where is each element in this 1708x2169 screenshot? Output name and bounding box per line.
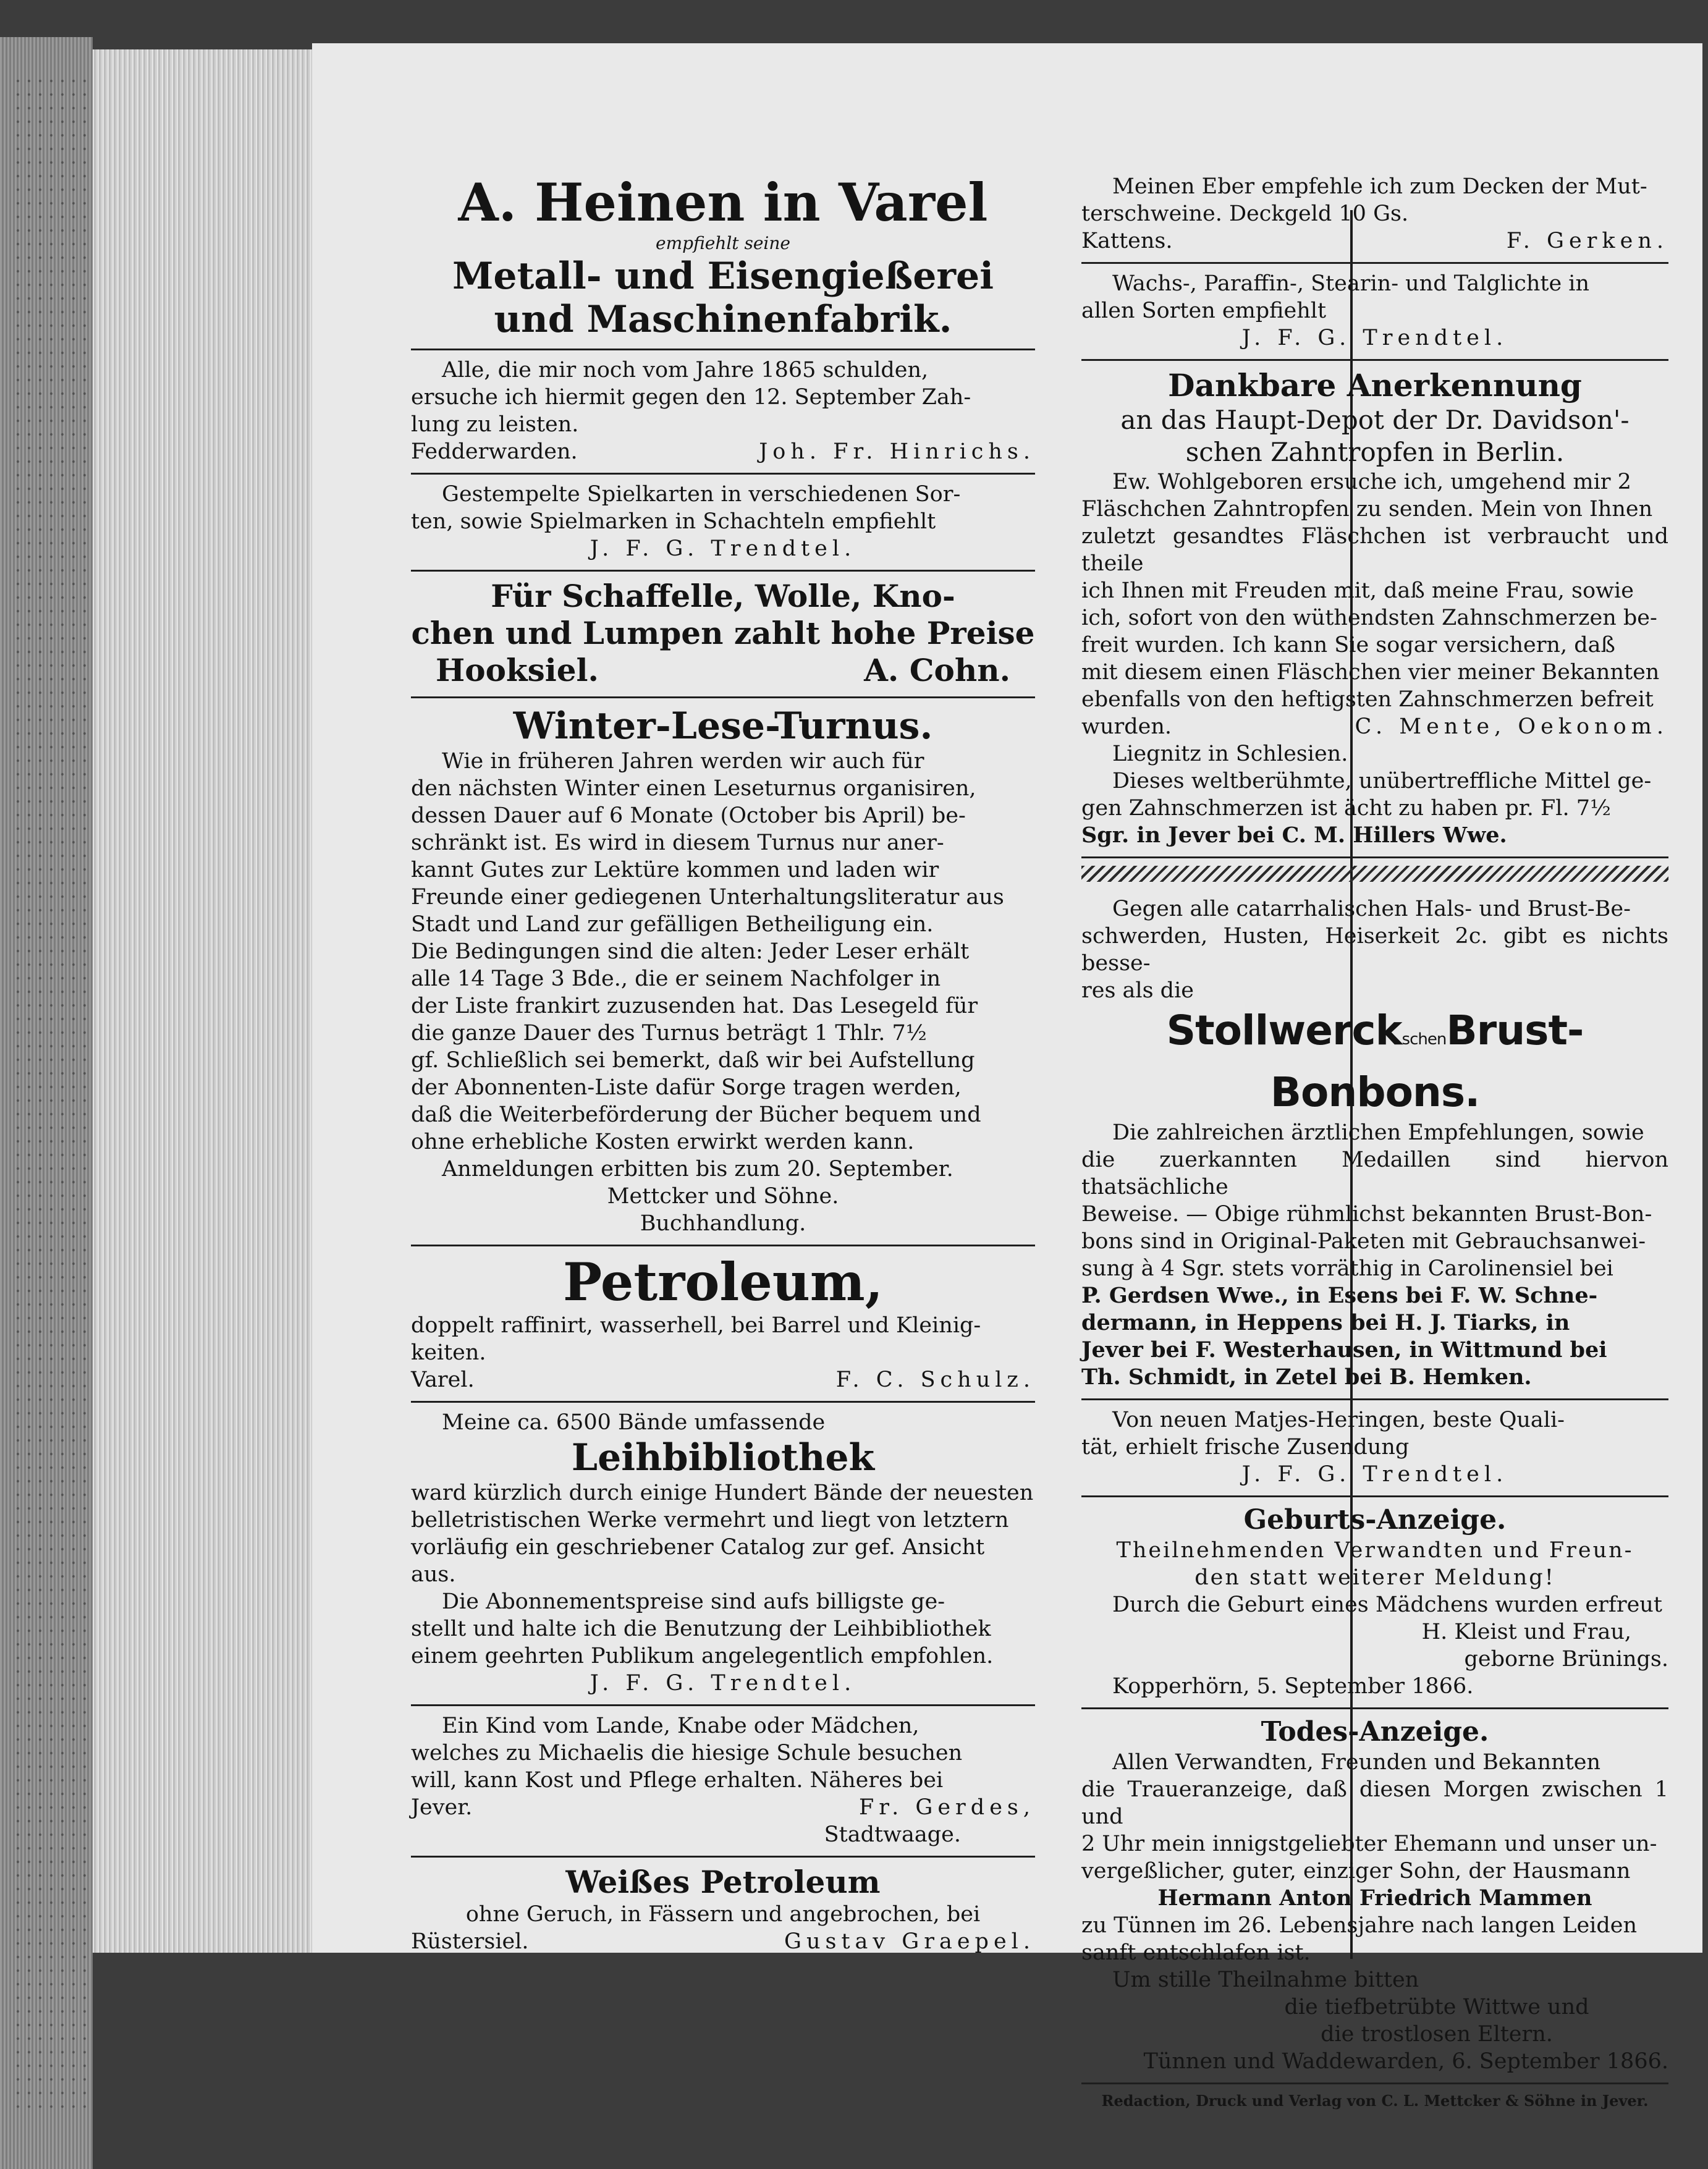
geburt-line: den statt weiterer Meldung!: [1194, 1565, 1555, 1590]
geburt-line: Theilnehmenden Verwandten und Freun-: [1116, 1538, 1634, 1563]
petroleum-title: Petroleum,: [563, 1251, 883, 1313]
cohn-sign: [411, 652, 1035, 689]
turnus-line: den nächsten Winter einen Leseturnus organisiren,: [411, 776, 976, 801]
hinrichs-line: ersuche ich hiermit gegen den 12. September Zah-: [411, 385, 971, 410]
turnus-role: Buchhandlung.: [640, 1211, 806, 1236]
dank-place: Liegnitz in Schlesien.: [1112, 742, 1348, 766]
turnus-name: Mettcker und Söhne.: [607, 1184, 839, 1209]
eber-place: Kattens.: [1081, 229, 1173, 253]
hinrichs-line: Alle, die mir noch vom Jahre 1865 schulden,: [442, 358, 929, 383]
tod-line: vergeßlicher, guter, einziger Sohn, der Hausmann: [1081, 1859, 1631, 1884]
spielkarten-line: Gestempelte Spielkarten in verschiedenen Sor-: [442, 482, 961, 507]
ad-cohn: [411, 572, 1035, 698]
dank-sub: schen Zahntropfen in Berlin.: [1185, 437, 1565, 467]
ad-spielkarten: [411, 475, 1035, 572]
stollwerck-line: sung à 4 Sgr. stets vorräthig in Carolinensiel bei: [1081, 1256, 1613, 1281]
dank-signer: C. Mente, Oekonom.: [1355, 714, 1668, 739]
geburt-names: geborne Brünings.: [1464, 1647, 1668, 1672]
spielkarten-line: ten, sowie Spielmarken in Schachteln empfiehlt: [411, 509, 936, 534]
cohn-line: chen und Lumpen zahlt hohe Preise: [411, 615, 1035, 651]
leihbib-line: stellt und halte ich die Benutzung der Leihbibliothek: [411, 1617, 991, 1641]
eber-name: F. Gerken.: [1506, 229, 1668, 253]
turnus-title: Winter-Lese-Turnus.: [513, 704, 933, 748]
right-column: [1081, 167, 1668, 2112]
ad-dank: [1081, 361, 1668, 858]
tod-line: die Traueranzeige, daß diesen Morgen zwischen 1 und: [1081, 1777, 1668, 1829]
dank-line: ich Ihnen mit Freuden mit, daß meine Frau, sowie: [1081, 578, 1634, 603]
ad-stollwerck: [1081, 889, 1668, 1400]
stollwerck-suffix: schen: [1401, 1030, 1447, 1049]
book-edge-texture: [12, 74, 87, 2113]
stollwerck-line: Die zahlreichen ärztlichen Empfehlungen, sowie: [1112, 1120, 1644, 1145]
ad-geburt: [1081, 1497, 1668, 1709]
ad-eber: [1081, 167, 1668, 264]
kind-line: Ein Kind vom Lande, Knabe oder Mädchen,: [442, 1714, 920, 1738]
geburt-names: H. Kleist und Frau,: [1421, 1620, 1631, 1644]
turnus-line: Die Bedingungen sind die alten: Jeder Leser erhält: [411, 939, 970, 964]
tod-line: sanft entschlafen ist.: [1081, 1940, 1311, 1965]
dank-line: mit diesem einen Fläschchen vier meiner Bekannten: [1081, 660, 1660, 685]
tod-sign: die tiefbetrübte Wittwe und: [1284, 1995, 1589, 2019]
petroleum-place: Varel.: [411, 1368, 475, 1392]
kind-line: will, kann Kost und Pflege erhalten. Näheres bei: [411, 1768, 944, 1793]
ad-tod: [1081, 1709, 1668, 2084]
leihbib-name: J. F. G. Trendtel.: [590, 1671, 856, 1696]
leihbib-title: Leihbibliothek: [571, 1436, 875, 1479]
matjes-name: J. F. G. Trendtel.: [1241, 1462, 1508, 1487]
page-stack: [93, 49, 315, 1953]
tod-line: zu Tünnen im 26. Lebensjahre nach langen Leiden: [1081, 1913, 1638, 1938]
lichte-line: Wachs-, Paraffin-, Stearin- und Talglichte in: [1112, 271, 1590, 296]
petroleum-name: F. C. Schulz.: [835, 1368, 1035, 1392]
matjes-line: Von neuen Matjes-Heringen, beste Quali-: [1112, 1408, 1565, 1432]
imprint-footer: Redaction, Druck und Verlag von C. L. Mettcker & Söhne in Jever.: [1101, 2092, 1649, 2110]
ad-heinen: [411, 167, 1035, 350]
stollwerck-product: Brust-Bonbons.: [1270, 1007, 1584, 1116]
kind-line: welches zu Michaelis die hiesige Schule besuchen: [411, 1741, 963, 1765]
eber-sign: [1081, 227, 1668, 255]
tod-deceased: Hermann Anton Friedrich Mammen: [1157, 1885, 1592, 1911]
dank-line: ebenfalls von den heftigsten Zahnschmerzen befreit: [1081, 687, 1654, 712]
eber-line: Meinen Eber empfehle ich zum Decken der Mut-: [1112, 174, 1647, 199]
dank-line: Fläschchen Zahntropfen zu senden. Mein von Ihnen: [1081, 497, 1653, 522]
turnus-line: dessen Dauer auf 6 Monate (October bis April) be-: [411, 803, 966, 828]
turnus-line: alle 14 Tage 3 Bde., die er seinem Nachfolger in: [411, 966, 941, 991]
hinrichs-line: lung zu leisten.: [411, 412, 579, 437]
turnus-line: der Abonnenten-Liste dafür Sorge tragen werden,: [411, 1075, 962, 1100]
turnus-line: daß die Weiterbeförderung der Bücher bequem und: [411, 1102, 981, 1127]
matjes-line: tät, erhielt frische Zusendung: [1081, 1435, 1410, 1460]
ad-turnus: [411, 698, 1035, 1246]
ad-lichte: [1081, 264, 1668, 361]
dank-sign: [1081, 713, 1668, 740]
heinen-sub: empfiehlt seine: [656, 233, 790, 253]
leihbib-line: vorläufig ein geschriebener Catalog zur gef. Ansicht: [411, 1535, 985, 1560]
turnus-line: ohne erhebliche Kosten erwirkt werden kann.: [411, 1130, 915, 1154]
ornament-rule: [1081, 866, 1668, 882]
leihbib-line: Die Abonnementspreise sind aufs billigste ge-: [442, 1589, 945, 1614]
ad-kind: [411, 1706, 1035, 1858]
left-column: [411, 167, 1035, 1963]
turnus-line: gf. Schließlich sei bemerkt, daß wir bei Aufstellung: [411, 1048, 975, 1073]
kind-role: Stadtwaage.: [824, 1822, 961, 1847]
turnus-line: Freunde einer gediegenen Unterhaltungsliteratur aus: [411, 885, 1004, 910]
ad-hinrichs: [411, 350, 1035, 475]
dank-line: zuletzt gesandtes Fläschchen ist verbraucht und theile: [1081, 524, 1668, 576]
tod-ask: Um stille Theilnahme bitten: [1112, 1968, 1419, 1992]
geburt-dateline: Kopperhörn, 5. September 1866.: [1112, 1674, 1474, 1699]
weiss-title: Weißes Petroleum: [565, 1864, 881, 1900]
dank-line: Ew. Wohlgeboren ersuche ich, umgehend mir 2: [1112, 470, 1631, 494]
cohn-place: Hooksiel.: [436, 652, 599, 688]
cohn-name: A. Cohn.: [864, 652, 1010, 688]
petroleum-sign: [411, 1366, 1035, 1393]
heinen-line2: und Maschinenfabrik.: [494, 298, 952, 341]
turnus-line: Wie in früheren Jahren werden wir auch für: [442, 749, 924, 774]
spielkarten-name: J. F. G. Trendtel.: [590, 536, 856, 561]
stollwerck-line: res als die: [1081, 978, 1194, 1003]
lichte-line: allen Sorten empfiehlt: [1081, 298, 1327, 323]
stollwerck-title: [1081, 1004, 1668, 1119]
stollwerck-line: die zuerkannten Medaillen sind hiervon thatsächliche: [1081, 1148, 1668, 1199]
hinrichs-place: Fedderwarden.: [411, 439, 578, 464]
dank-line: Dieses weltberühmte, unübertreffliche Mittel ge-: [1112, 769, 1652, 793]
leihbib-line: einem geehrten Publikum angelegentlich empfohlen.: [411, 1644, 994, 1668]
heinen-line1: Metall- und Eisengießerei: [452, 255, 994, 298]
heinen-title: A. Heinen in Varel: [458, 172, 988, 233]
leihbib-line: belletristischen Werke vermehrt und liegt von letztern: [411, 1508, 1009, 1533]
dank-line: Sgr. in Jever bei C. M. Hillers Wwe.: [1081, 822, 1507, 848]
hinrichs-name: Joh. Fr. Hinrichs.: [759, 439, 1035, 464]
ad-leihbibliothek: [411, 1403, 1035, 1706]
hinrichs-sign: [411, 438, 1035, 465]
tod-dateline: Tünnen und Waddewarden, 6. September 1866.: [1143, 2049, 1668, 2074]
ad-matjes: [1081, 1400, 1668, 1497]
stollwerck-line: bons sind in Original-Paketen mit Gebrauchsanwei-: [1081, 1229, 1646, 1254]
dank-line: wurden.: [1081, 714, 1172, 739]
eber-line: terschweine. Deckgeld 10 Gs.: [1081, 201, 1409, 226]
lichte-name: J. F. G. Trendtel.: [1241, 326, 1508, 350]
dank-line: freit wurden. Ich kann Sie sogar versichern, daß: [1081, 633, 1615, 657]
geburt-line: Durch die Geburt eines Mädchens wurden erfreut: [1112, 1592, 1662, 1617]
tod-title: Todes-Anzeige.: [1261, 1716, 1489, 1748]
dank-line: gen Zahnschmerzen ist ächt zu haben pr. Fl. 7½: [1081, 796, 1611, 821]
weiss-place: Rüstersiel.: [411, 1929, 529, 1954]
dank-line: ich, sofort von den wüthendsten Zahnschmerzen be-: [1081, 606, 1657, 630]
petroleum-line: keiten.: [411, 1340, 486, 1365]
turnus-line: der Liste frankirt zuzusenden hat. Das Lesegeld für: [411, 994, 978, 1018]
stollwerck-line: Beweise. — Obige rühmlichst bekannten Brust-Bon-: [1081, 1202, 1652, 1227]
weiss-sign: [411, 1928, 1035, 1955]
tod-line: Allen Verwandten, Freunden und Bekannten: [1112, 1750, 1601, 1775]
turnus-register: Anmeldungen erbitten bis zum 20. September.: [442, 1157, 953, 1182]
weiss-name: Gustav Graepel.: [784, 1929, 1035, 1954]
ad-weisses-petroleum: [411, 1858, 1035, 1963]
turnus-line: Stadt und Land zur gefälligen Betheiligung ein.: [411, 912, 934, 937]
stollwerck-line: dermann, in Heppens bei H. J. Tiarks, in: [1081, 1310, 1570, 1335]
turnus-line: die ganze Dauer des Turnus beträgt 1 Thlr. 7½: [411, 1021, 927, 1046]
stollwerck-name: Stollwerck: [1166, 1007, 1402, 1054]
turnus-line: schränkt ist. Es wird in diesem Turnus nur aner-: [411, 831, 944, 855]
stollwerck-line: Jever bei F. Westerhausen, in Wittmund bei: [1081, 1337, 1607, 1363]
weiss-line: ohne Geruch, in Fässern und angebrochen, bei: [465, 1902, 981, 1927]
dank-sub: an das Haupt-Depot der Dr. Davidson'-: [1120, 405, 1630, 435]
cohn-line: Für Schaffelle, Wolle, Kno-: [491, 578, 955, 614]
tod-line: 2 Uhr mein innigstgeliebter Ehemann und unser un-: [1081, 1832, 1657, 1856]
leihbib-intro: Meine ca. 6500 Bände umfassende: [442, 1410, 826, 1435]
kind-sign: [411, 1794, 1035, 1821]
tod-sign: die trostlosen Eltern.: [1321, 2022, 1553, 2047]
turnus-line: kannt Gutes zur Lektüre kommen und laden wir: [411, 858, 939, 882]
stollwerck-line: schwerden, Husten, Heiserkeit 2c. gibt es nichts besse-: [1081, 924, 1668, 976]
stollwerck-line: Gegen alle catarrhalischen Hals- und Brust-Be-: [1112, 897, 1631, 921]
geburt-title: Geburts-Anzeige.: [1243, 1504, 1507, 1536]
kind-name: Fr. Gerdes,: [858, 1795, 1035, 1820]
leihbib-line: aus.: [411, 1562, 456, 1587]
stollwerck-line: P. Gerdsen Wwe., in Esens bei F. W. Schne-: [1081, 1283, 1598, 1308]
dank-title: Dankbare Anerkennung: [1168, 367, 1582, 404]
leihbib-line: ward kürzlich durch einige Hundert Bände der neuesten: [411, 1481, 1034, 1505]
kind-place: Jever.: [411, 1795, 473, 1820]
newspaper-page: [312, 43, 1702, 2110]
stollwerck-line: Th. Schmidt, in Zetel bei B. Hemken.: [1081, 1364, 1532, 1390]
ad-petroleum: [411, 1246, 1035, 1403]
petroleum-line: doppelt raffinirt, wasserhell, bei Barrel und Kleinig-: [411, 1313, 981, 1338]
